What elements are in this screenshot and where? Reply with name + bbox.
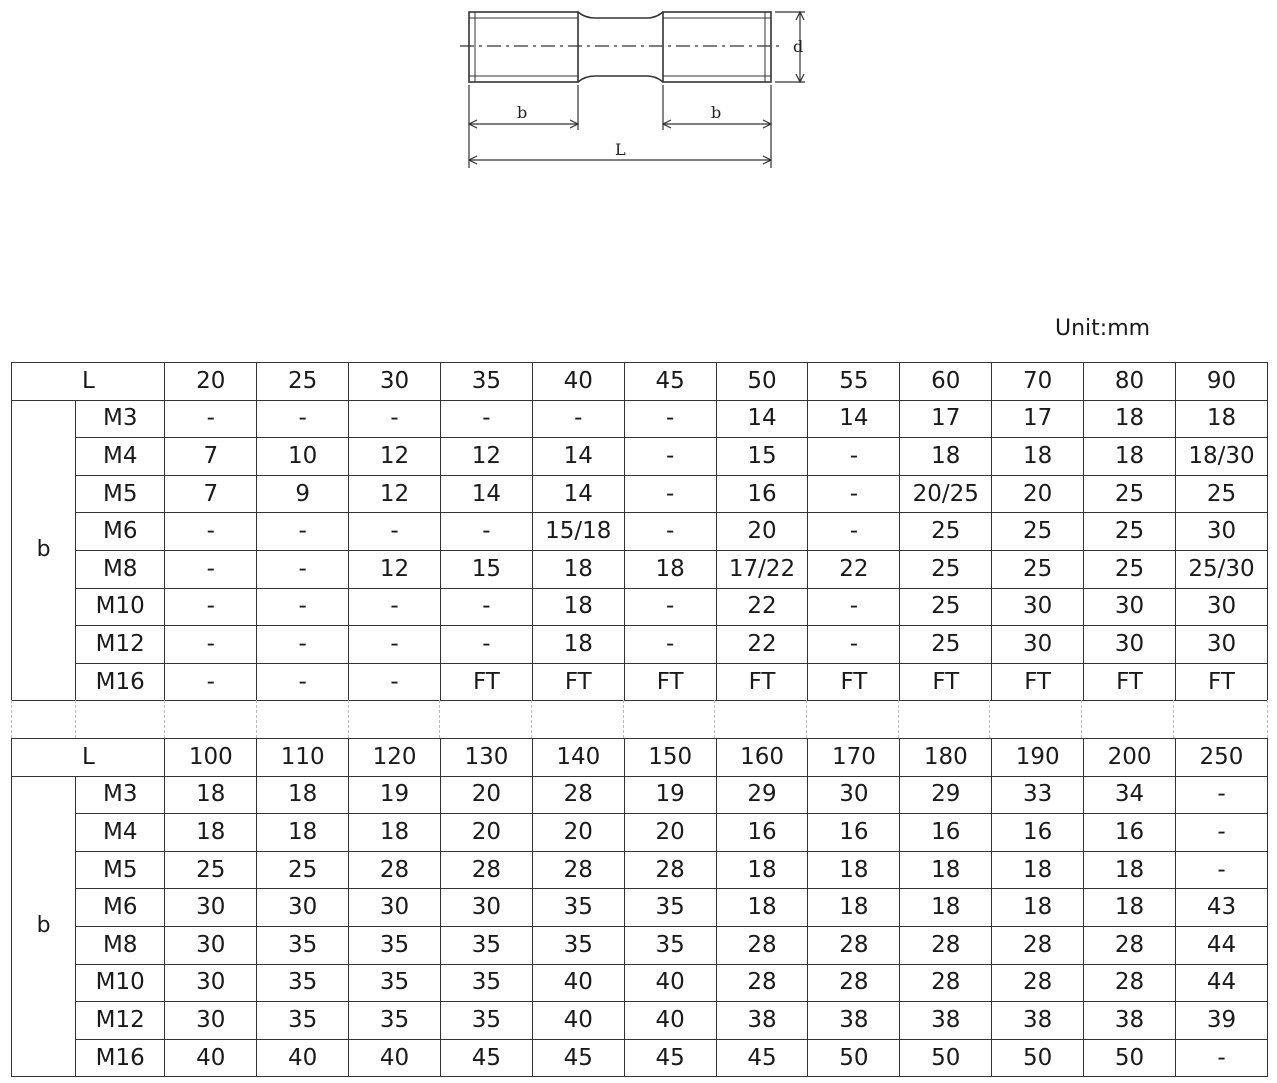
thread-length-cell: 30 xyxy=(992,626,1084,664)
thread-length-cell: FT xyxy=(808,663,900,701)
thread-length-cell: 25 xyxy=(1084,475,1176,513)
length-header-cell: 150 xyxy=(624,739,716,777)
table-row xyxy=(12,776,1268,814)
thread-length-cell: - xyxy=(349,513,441,551)
thread-length-cell: 17/22 xyxy=(716,550,808,588)
thread-length-cell: 28 xyxy=(532,776,624,814)
thread-length-cell: 35 xyxy=(624,926,716,964)
thread-length-cell: - xyxy=(165,550,257,588)
thread-length-cell: 14 xyxy=(440,475,532,513)
thread-length-cell: 28 xyxy=(1084,964,1176,1002)
thread-length-cell: - xyxy=(349,400,441,438)
thread-length-cell: FT xyxy=(1084,663,1176,701)
table-row xyxy=(12,400,1268,438)
d-label: d xyxy=(793,37,804,56)
thread-length-cell: 35 xyxy=(624,889,716,927)
thread-length-cell: 20 xyxy=(624,814,716,852)
thread-length-cell: 10 xyxy=(257,438,349,476)
thread-length-cell: 40 xyxy=(532,964,624,1002)
length-header-cell: 160 xyxy=(716,739,808,777)
thread-length-cell: 30 xyxy=(808,776,900,814)
thread-length-cell: 40 xyxy=(532,1002,624,1040)
table-row xyxy=(12,475,1268,513)
length-header-cell: 130 xyxy=(440,739,532,777)
length-header-cell: 70 xyxy=(992,363,1084,401)
thread-length-cell: 15 xyxy=(716,438,808,476)
thread-length-cell: - xyxy=(808,513,900,551)
thread-length-cell: 28 xyxy=(440,851,532,889)
thread-size-cell: M5 xyxy=(76,851,165,889)
thread-length-cell: 28 xyxy=(900,926,992,964)
thread-size-cell: M16 xyxy=(76,663,165,701)
thread-length-cell: 28 xyxy=(992,964,1084,1002)
thread-length-cell: 17 xyxy=(900,400,992,438)
thread-length-cell: 20 xyxy=(532,814,624,852)
thread-length-cell: 35 xyxy=(440,1002,532,1040)
thread-length-cell: 34 xyxy=(1084,776,1176,814)
thread-length-cell: 30 xyxy=(165,1002,257,1040)
length-header-cell: 200 xyxy=(1084,739,1176,777)
thread-length-cell: 30 xyxy=(1175,626,1267,664)
thread-length-cell: - xyxy=(165,663,257,701)
thread-length-cell: 25 xyxy=(900,626,992,664)
thread-length-cell: 30 xyxy=(992,588,1084,626)
thread-length-cell: 18 xyxy=(165,814,257,852)
thread-length-cell: 16 xyxy=(900,814,992,852)
table-row xyxy=(12,1002,1268,1040)
thread-size-cell: M3 xyxy=(76,776,165,814)
length-header-cell: 25 xyxy=(257,363,349,401)
thread-length-cell: - xyxy=(1175,851,1267,889)
thread-length-cell: 16 xyxy=(992,814,1084,852)
thread-length-cell: 35 xyxy=(532,926,624,964)
thread-length-cell: 18/30 xyxy=(1175,438,1267,476)
table-row xyxy=(12,889,1268,927)
length-header-cell: 80 xyxy=(1084,363,1176,401)
length-header-cell: 60 xyxy=(900,363,992,401)
thread-length-cell: 25 xyxy=(257,851,349,889)
length-header-cell: 50 xyxy=(716,363,808,401)
thread-length-cell: - xyxy=(624,438,716,476)
thread-length-cell: 18 xyxy=(165,776,257,814)
thread-length-cell: 45 xyxy=(440,1039,532,1077)
thread-length-cell: 28 xyxy=(808,926,900,964)
thread-length-cell: - xyxy=(1175,814,1267,852)
table-row xyxy=(12,814,1268,852)
thread-size-cell: M12 xyxy=(76,1002,165,1040)
thread-length-cell: 38 xyxy=(992,1002,1084,1040)
thread-length-cell: - xyxy=(257,588,349,626)
thread-length-cell: 16 xyxy=(716,814,808,852)
thread-length-cell: 28 xyxy=(1084,926,1176,964)
length-header-cell: 35 xyxy=(440,363,532,401)
b-right-label: b xyxy=(711,103,722,122)
thread-length-cell: - xyxy=(257,550,349,588)
thread-length-cell: 44 xyxy=(1175,926,1267,964)
thread-length-cell: 28 xyxy=(808,964,900,1002)
thread-length-cell: 38 xyxy=(808,1002,900,1040)
table-gap xyxy=(11,700,1268,738)
thread-length-cell: 22 xyxy=(808,550,900,588)
thread-length-cell: 39 xyxy=(1175,1002,1267,1040)
thread-length-cell: 18 xyxy=(532,588,624,626)
thread-length-cell: 50 xyxy=(992,1039,1084,1077)
thread-length-cell: 18 xyxy=(349,814,441,852)
length-header-cell: 55 xyxy=(808,363,900,401)
length-header-row xyxy=(12,739,1268,777)
thread-length-cell: 9 xyxy=(257,475,349,513)
thread-length-cell: - xyxy=(165,626,257,664)
thread-length-cell: - xyxy=(257,513,349,551)
length-header-cell: 40 xyxy=(532,363,624,401)
thread-length-cell: 12 xyxy=(349,438,441,476)
thread-length-cell: - xyxy=(624,626,716,664)
table-row xyxy=(12,626,1268,664)
thread-length-cell: - xyxy=(165,400,257,438)
thread-size-cell: M12 xyxy=(76,626,165,664)
length-header-cell: 170 xyxy=(808,739,900,777)
length-header-cell: 45 xyxy=(624,363,716,401)
thread-length-cell: 30 xyxy=(1175,513,1267,551)
thread-size-cell: M8 xyxy=(76,550,165,588)
thread-length-cell: 15/18 xyxy=(532,513,624,551)
length-header-cell: 190 xyxy=(992,739,1084,777)
thread-length-cell: 20 xyxy=(440,814,532,852)
l-label: L xyxy=(615,140,626,159)
thread-length-cell: 30 xyxy=(165,964,257,1002)
thread-length-cell: 30 xyxy=(440,889,532,927)
thread-length-cell: 16 xyxy=(808,814,900,852)
thread-length-cell: 35 xyxy=(257,964,349,1002)
thread-size-cell: M6 xyxy=(76,889,165,927)
b-left-dimension xyxy=(469,85,578,168)
thread-length-cell: 25 xyxy=(900,550,992,588)
stud-body xyxy=(469,12,771,82)
b-row-label: b xyxy=(12,400,76,701)
table-row xyxy=(12,550,1268,588)
thread-length-cell: - xyxy=(257,663,349,701)
thread-length-cell: 15 xyxy=(440,550,532,588)
thread-length-cell: 35 xyxy=(532,889,624,927)
thread-length-cell: 18 xyxy=(900,889,992,927)
thread-length-cell: 38 xyxy=(716,1002,808,1040)
thread-length-cell: 35 xyxy=(349,926,441,964)
thread-length-cell: - xyxy=(440,626,532,664)
thread-size-cell: M3 xyxy=(76,400,165,438)
thread-length-cell: 18 xyxy=(532,626,624,664)
table-row xyxy=(12,926,1268,964)
table-row xyxy=(12,964,1268,1002)
thread-length-cell: - xyxy=(624,513,716,551)
length-header-cell: 140 xyxy=(532,739,624,777)
thread-length-cell: 29 xyxy=(716,776,808,814)
thread-length-cell: 43 xyxy=(1175,889,1267,927)
thread-length-cell: 7 xyxy=(165,475,257,513)
thread-length-cell: 28 xyxy=(716,964,808,1002)
thread-length-cell: 40 xyxy=(624,1002,716,1040)
thread-size-cell: M10 xyxy=(76,588,165,626)
thread-length-cell: - xyxy=(1175,1039,1267,1077)
thread-length-cell: - xyxy=(257,400,349,438)
thread-length-cell: 30 xyxy=(349,889,441,927)
thread-length-cell: 28 xyxy=(716,926,808,964)
thread-length-cell: 14 xyxy=(716,400,808,438)
table-body xyxy=(12,363,1268,701)
thread-length-cell: 45 xyxy=(624,1039,716,1077)
thread-length-cell: 14 xyxy=(532,475,624,513)
thread-length-cell: 17 xyxy=(992,400,1084,438)
thread-length-cell: 20/25 xyxy=(900,475,992,513)
thread-length-cell: - xyxy=(624,475,716,513)
thread-length-cell: 22 xyxy=(716,626,808,664)
thread-length-cell: 35 xyxy=(440,926,532,964)
thread-length-cell: 18 xyxy=(1084,438,1176,476)
thread-length-cell: 25 xyxy=(992,513,1084,551)
thread-length-cell: 30 xyxy=(1084,626,1176,664)
thread-length-cell: 45 xyxy=(532,1039,624,1077)
thread-length-cell: 28 xyxy=(532,851,624,889)
thread-length-cell: FT xyxy=(716,663,808,701)
b-left-label: b xyxy=(517,103,528,122)
thread-size-cell: M4 xyxy=(76,814,165,852)
thread-length-cell: 38 xyxy=(900,1002,992,1040)
thread-length-cell: - xyxy=(257,626,349,664)
thread-length-cell: 19 xyxy=(624,776,716,814)
length-header-cell: 120 xyxy=(349,739,441,777)
length-header-cell: 90 xyxy=(1175,363,1267,401)
thread-length-cell: - xyxy=(440,513,532,551)
thread-length-cell: FT xyxy=(1175,663,1267,701)
thread-length-cell: - xyxy=(624,588,716,626)
thread-length-cell: - xyxy=(624,400,716,438)
thread-length-cell: 20 xyxy=(992,475,1084,513)
b-right-dimension xyxy=(663,85,771,168)
thread-length-cell: 14 xyxy=(532,438,624,476)
thread-length-cell: 45 xyxy=(716,1039,808,1077)
thread-length-cell: 33 xyxy=(992,776,1084,814)
thread-length-cell: 50 xyxy=(900,1039,992,1077)
thread-length-cell: 18 xyxy=(1175,400,1267,438)
length-header-cell: 110 xyxy=(257,739,349,777)
length-table-1 xyxy=(11,362,1268,701)
thread-length-cell: - xyxy=(808,438,900,476)
thread-length-cell: 40 xyxy=(257,1039,349,1077)
thread-length-cell: 18 xyxy=(992,438,1084,476)
thread-length-cell: 18 xyxy=(257,814,349,852)
thread-length-cell: - xyxy=(440,588,532,626)
thread-length-cell: 18 xyxy=(257,776,349,814)
thread-length-cell: - xyxy=(808,588,900,626)
thread-length-cell: - xyxy=(532,400,624,438)
thread-length-cell: - xyxy=(349,588,441,626)
length-table-2 xyxy=(11,738,1268,1077)
thread-length-cell: 50 xyxy=(808,1039,900,1077)
thread-length-cell: 18 xyxy=(624,550,716,588)
thread-length-cell: 40 xyxy=(349,1039,441,1077)
thread-length-cell: - xyxy=(808,626,900,664)
table-row xyxy=(12,1039,1268,1077)
thread-length-cell: 25/30 xyxy=(1175,550,1267,588)
thread-length-cell: 18 xyxy=(716,851,808,889)
thread-length-cell: 25 xyxy=(1084,550,1176,588)
thread-length-cell: FT xyxy=(532,663,624,701)
length-header-cell: 100 xyxy=(165,739,257,777)
length-header-cell: 30 xyxy=(349,363,441,401)
thread-length-cell: 19 xyxy=(349,776,441,814)
length-header-cell: 180 xyxy=(900,739,992,777)
thread-length-cell: 7 xyxy=(165,438,257,476)
table-row xyxy=(12,851,1268,889)
thread-length-cell: - xyxy=(808,475,900,513)
thread-length-cell: 30 xyxy=(165,926,257,964)
thread-length-cell: 28 xyxy=(900,964,992,1002)
thread-length-cell: 12 xyxy=(349,550,441,588)
thread-length-cell: 28 xyxy=(992,926,1084,964)
table-body xyxy=(12,739,1268,1077)
thread-length-cell: 12 xyxy=(349,475,441,513)
length-header-row xyxy=(12,363,1268,401)
thread-length-cell: 28 xyxy=(349,851,441,889)
thread-length-cell: 20 xyxy=(440,776,532,814)
thread-length-cell: 50 xyxy=(1084,1039,1176,1077)
thread-length-cell: 20 xyxy=(716,513,808,551)
thread-length-cell: 29 xyxy=(900,776,992,814)
thread-length-cell: 35 xyxy=(349,1002,441,1040)
table-row xyxy=(12,438,1268,476)
thread-length-cell: 35 xyxy=(440,964,532,1002)
thread-length-cell: 18 xyxy=(1084,889,1176,927)
thread-length-cell: 30 xyxy=(1175,588,1267,626)
table-row xyxy=(12,513,1268,551)
thread-length-cell: 18 xyxy=(992,851,1084,889)
table-row xyxy=(12,663,1268,701)
thread-length-cell: - xyxy=(1175,776,1267,814)
thread-length-cell: 40 xyxy=(165,1039,257,1077)
thread-length-cell: 35 xyxy=(257,1002,349,1040)
table-row xyxy=(12,588,1268,626)
unit-label: Unit:mm xyxy=(1055,316,1151,341)
thread-length-cell: 12 xyxy=(440,438,532,476)
b-row-label: b xyxy=(12,776,76,1077)
thread-length-cell: 18 xyxy=(716,889,808,927)
thread-length-cell: 38 xyxy=(1084,1002,1176,1040)
thread-length-cell: 28 xyxy=(624,851,716,889)
thread-length-cell: 25 xyxy=(900,513,992,551)
thread-length-cell: - xyxy=(440,400,532,438)
thread-length-cell: 18 xyxy=(992,889,1084,927)
thread-size-cell: M4 xyxy=(76,438,165,476)
l-header: L xyxy=(12,363,165,401)
thread-size-cell: M16 xyxy=(76,1039,165,1077)
length-header-cell: 20 xyxy=(165,363,257,401)
thread-length-cell: 35 xyxy=(349,964,441,1002)
thread-size-cell: M10 xyxy=(76,964,165,1002)
l-header: L xyxy=(12,739,165,777)
thread-size-cell: M5 xyxy=(76,475,165,513)
thread-length-cell: 18 xyxy=(532,550,624,588)
thread-length-cell: 44 xyxy=(1175,964,1267,1002)
thread-length-cell: FT xyxy=(624,663,716,701)
thread-length-cell: 25 xyxy=(992,550,1084,588)
thread-length-cell: - xyxy=(349,663,441,701)
thread-length-cell: 16 xyxy=(1084,814,1176,852)
thread-length-cell: 25 xyxy=(1084,513,1176,551)
thread-length-cell: 18 xyxy=(808,851,900,889)
thread-size-cell: M8 xyxy=(76,926,165,964)
length-header-cell: 250 xyxy=(1175,739,1267,777)
thread-length-cell: 30 xyxy=(165,889,257,927)
thread-length-cell: 40 xyxy=(624,964,716,1002)
thread-length-cell: 18 xyxy=(1084,851,1176,889)
thread-length-cell: - xyxy=(165,513,257,551)
thread-length-cell: FT xyxy=(992,663,1084,701)
thread-length-cell: 22 xyxy=(716,588,808,626)
thread-length-cell: 25 xyxy=(900,588,992,626)
thread-length-cell: 35 xyxy=(257,926,349,964)
thread-length-cell: 18 xyxy=(808,889,900,927)
thread-length-cell: 18 xyxy=(900,438,992,476)
thread-length-cell: 18 xyxy=(900,851,992,889)
thread-length-cell: 25 xyxy=(1175,475,1267,513)
thread-length-cell: FT xyxy=(900,663,992,701)
thread-length-cell: 30 xyxy=(1084,588,1176,626)
thread-length-cell: 14 xyxy=(808,400,900,438)
thread-length-cell: - xyxy=(349,626,441,664)
thread-length-cell: 25 xyxy=(165,851,257,889)
thread-length-cell: 16 xyxy=(716,475,808,513)
thread-length-cell: 18 xyxy=(1084,400,1176,438)
thread-length-cell: FT xyxy=(440,663,532,701)
thread-length-cell: - xyxy=(165,588,257,626)
thread-size-cell: M6 xyxy=(76,513,165,551)
thread-length-cell: 30 xyxy=(257,889,349,927)
stud-bolt-diagram xyxy=(455,0,815,175)
